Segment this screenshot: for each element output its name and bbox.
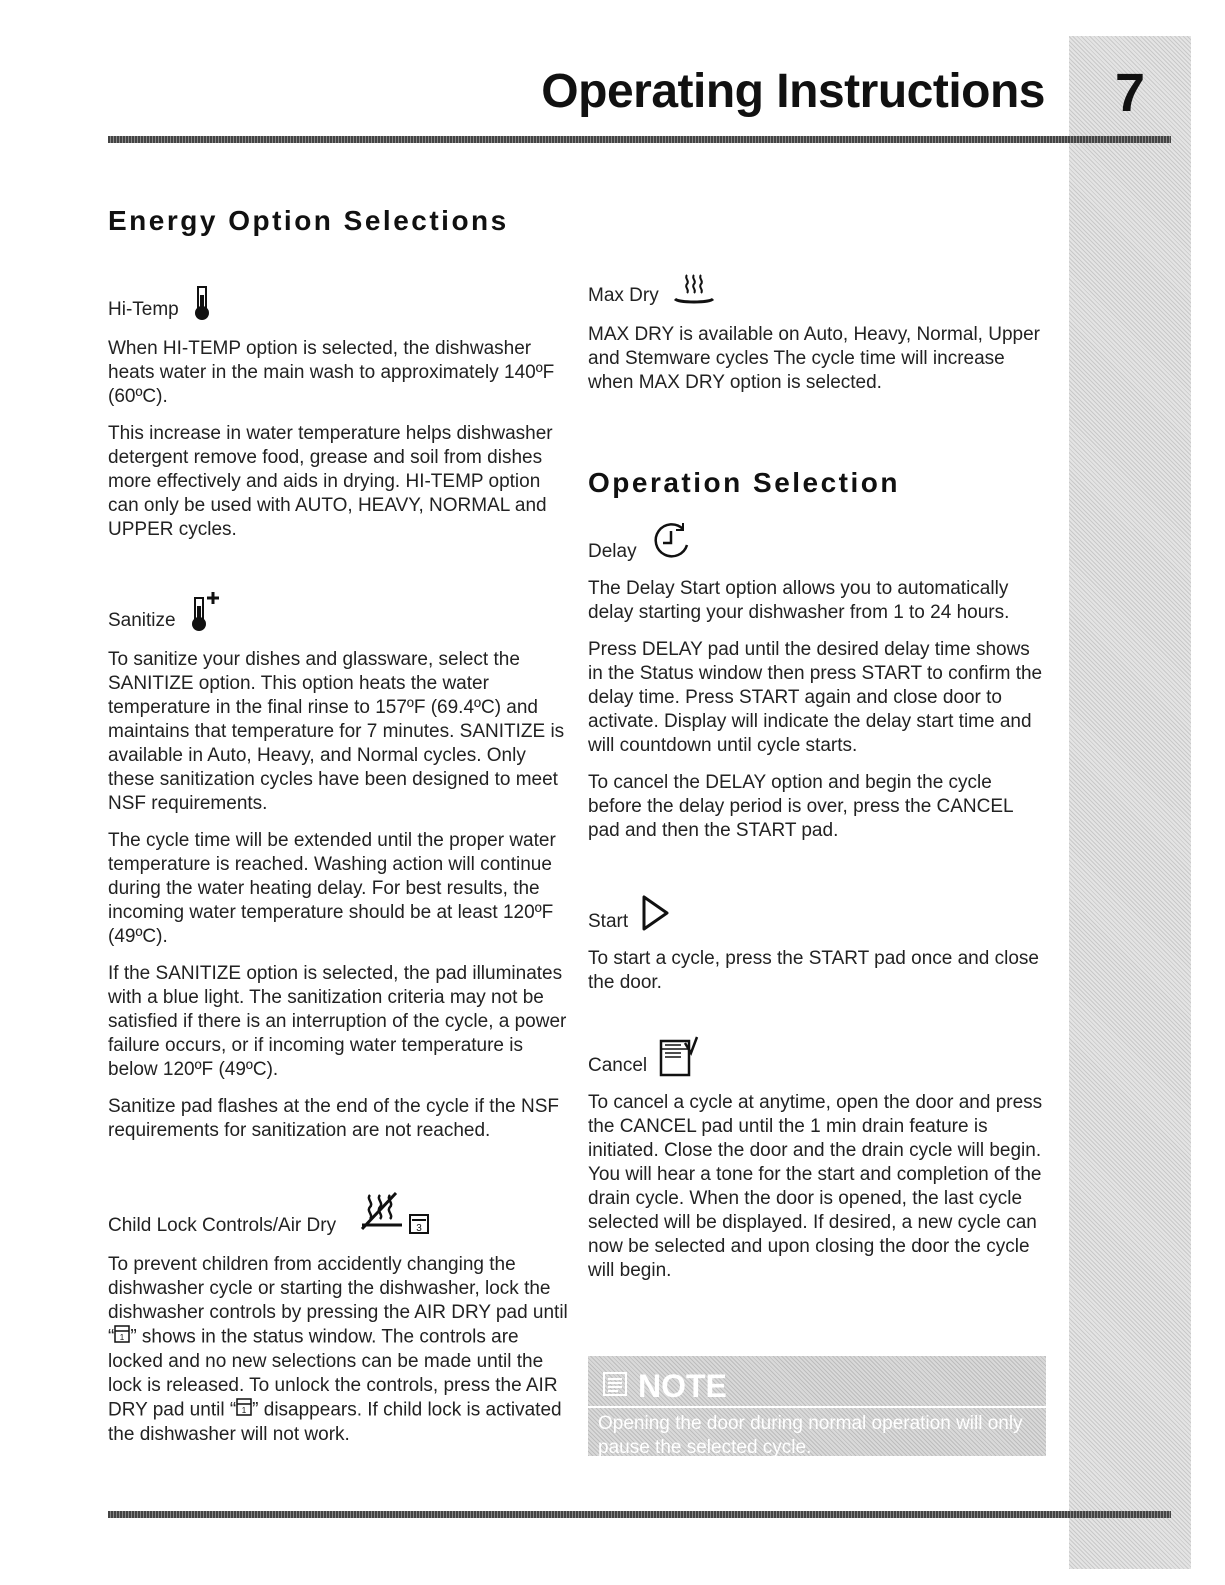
sanitize-feature [108,590,568,632]
cancel-p1: To cancel a cycle at anytime, open the door and press the CANCEL pad until the 1 min drain feature is initiated. Close the door and the drain cycle will begin. You will hear a tone for the start and completion of the drain cycle. When the door is opened, the last cycle selected will be displayed. If desired, a new cycle can now be selected and upon closing the door the cycle will begin. [588,1092,1043,1281]
steam-icon [671,273,717,307]
side-tab [1069,36,1191,1569]
maxdry-feature [588,273,1048,307]
svg-text:3: 3 [416,1223,422,1234]
air-dry-lock-icon [348,1189,440,1237]
lock-symbol-icon [236,1398,252,1423]
delay-p1: The Delay Start option allows you to automatically delay starting your dishwasher from 1 to 24 hours. [588,578,1010,623]
delay-p2: Press DELAY pad until the desired delay time shows in the Status window then press START to confirm the delay time. Press START again and close door to activate. Display will indicate the delay start time and will countdown until cycle starts. [588,639,1043,756]
cancel-feature [588,1035,1048,1077]
maxdry-p1: MAX DRY is available on Auto, Heavy, Normal, Upper and Stemware cycles The cycle time will increase when MAX DRY option is selected. [588,324,1040,393]
hitemp-p1: When HI-TEMP option is selected, the dishwasher heats water in the main wash to approximately 140ºF (60ºC). [108,338,555,407]
svg-text:1: 1 [120,1333,125,1342]
top-rule [108,136,1171,143]
delay-p3: To cancel the DELAY option and begin the cycle before the delay period is over, press the CANCEL pad and then the START pad. [588,772,1013,841]
operation-heading: Operation Selection [588,467,900,498]
hitemp-p2: This increase in water temperature helps dishwasher detergent remove food, grease and soil from dishes more effectively and aids in drying. HI-TEMP option can only be used with AUTO, HEAVY, NORMAL and UPPER cycles. [108,423,553,540]
energy-heading: Energy Option Selections [108,205,509,236]
thermometer-icon [191,285,213,321]
sanitize-p2: The cycle time will be extended until the proper water temperature is reached. Washing action will continue during the water heating delay. For best results, the incoming water temperature should be at least 120ºF (49ºC). [108,830,556,947]
cancel-icon [659,1035,699,1077]
start-feature [588,893,1048,933]
note-text: Opening the door during normal operation will only pause the selected cycle. [598,1413,1023,1458]
start-label: Start [588,911,629,932]
sanitize-p3: If the SANITIZE option is selected, the pad illuminates with a blue light. The sanitization criteria may not be satisfied if there is an interruption of the cycle, a power failure occurs, or if incoming water temperature is below 120ºF (49ºC). [108,963,567,1080]
sanitize-p1: To sanitize your dishes and glassware, select the SANITIZE option. This option heats the water temperature in the final rinse to 157ºF (69.4ºC) and maintains that temperature for 7 minutes. SANITIZE is available in Auto, Heavy, and Normal cycles. Only these sanitization cycles have been designed to meet NSF requirements. [108,649,565,814]
clock-icon [649,519,693,563]
childlock-feature [108,1189,568,1237]
start-p1: To start a cycle, press the START pad once and close the door. [588,948,1039,993]
sanitize-p4: Sanitize pad flashes at the end of the cycle if the NSF requirements for sanitization are not reached. [108,1096,559,1141]
note-header [588,1356,1046,1408]
bottom-rule [108,1511,1171,1518]
lock-symbol-icon [114,1325,130,1350]
childlock-label: Child Lock Controls/Air Dry [108,1215,337,1236]
page-title: Operating Instructions [541,65,1045,118]
right-column [588,273,1048,1296]
note-title: NOTE [638,1367,727,1404]
childlock-text: To prevent children from accidently changing the dishwasher cycle or starting the dishwasher, lock the dishwasher controls by pressing the AIR DRY pad until “ 1 ” shows in the status window. The controls are locked and no new selections can be made until the lock is released. To unlock the controls, press the AIR DRY pad until “ 1 ” disappears. If child lock is activated the dishwasher will not work. [108,1254,568,1445]
hitemp-feature [108,285,568,321]
cancel-label: Cancel [588,1055,648,1076]
svg-text:1: 1 [241,1406,247,1415]
note-icon [602,1368,628,1405]
thermometer-plus-icon [188,590,222,632]
note-box [588,1356,1046,1456]
delay-label: Delay [588,541,637,562]
maxdry-label: Max Dry [588,285,659,306]
page-number: 7 [1114,63,1146,123]
delay-feature [588,519,1048,563]
play-icon [640,893,670,933]
hitemp-label: Hi-Temp [108,299,179,320]
sanitize-label: Sanitize [108,610,176,631]
left-column [108,205,568,1460]
